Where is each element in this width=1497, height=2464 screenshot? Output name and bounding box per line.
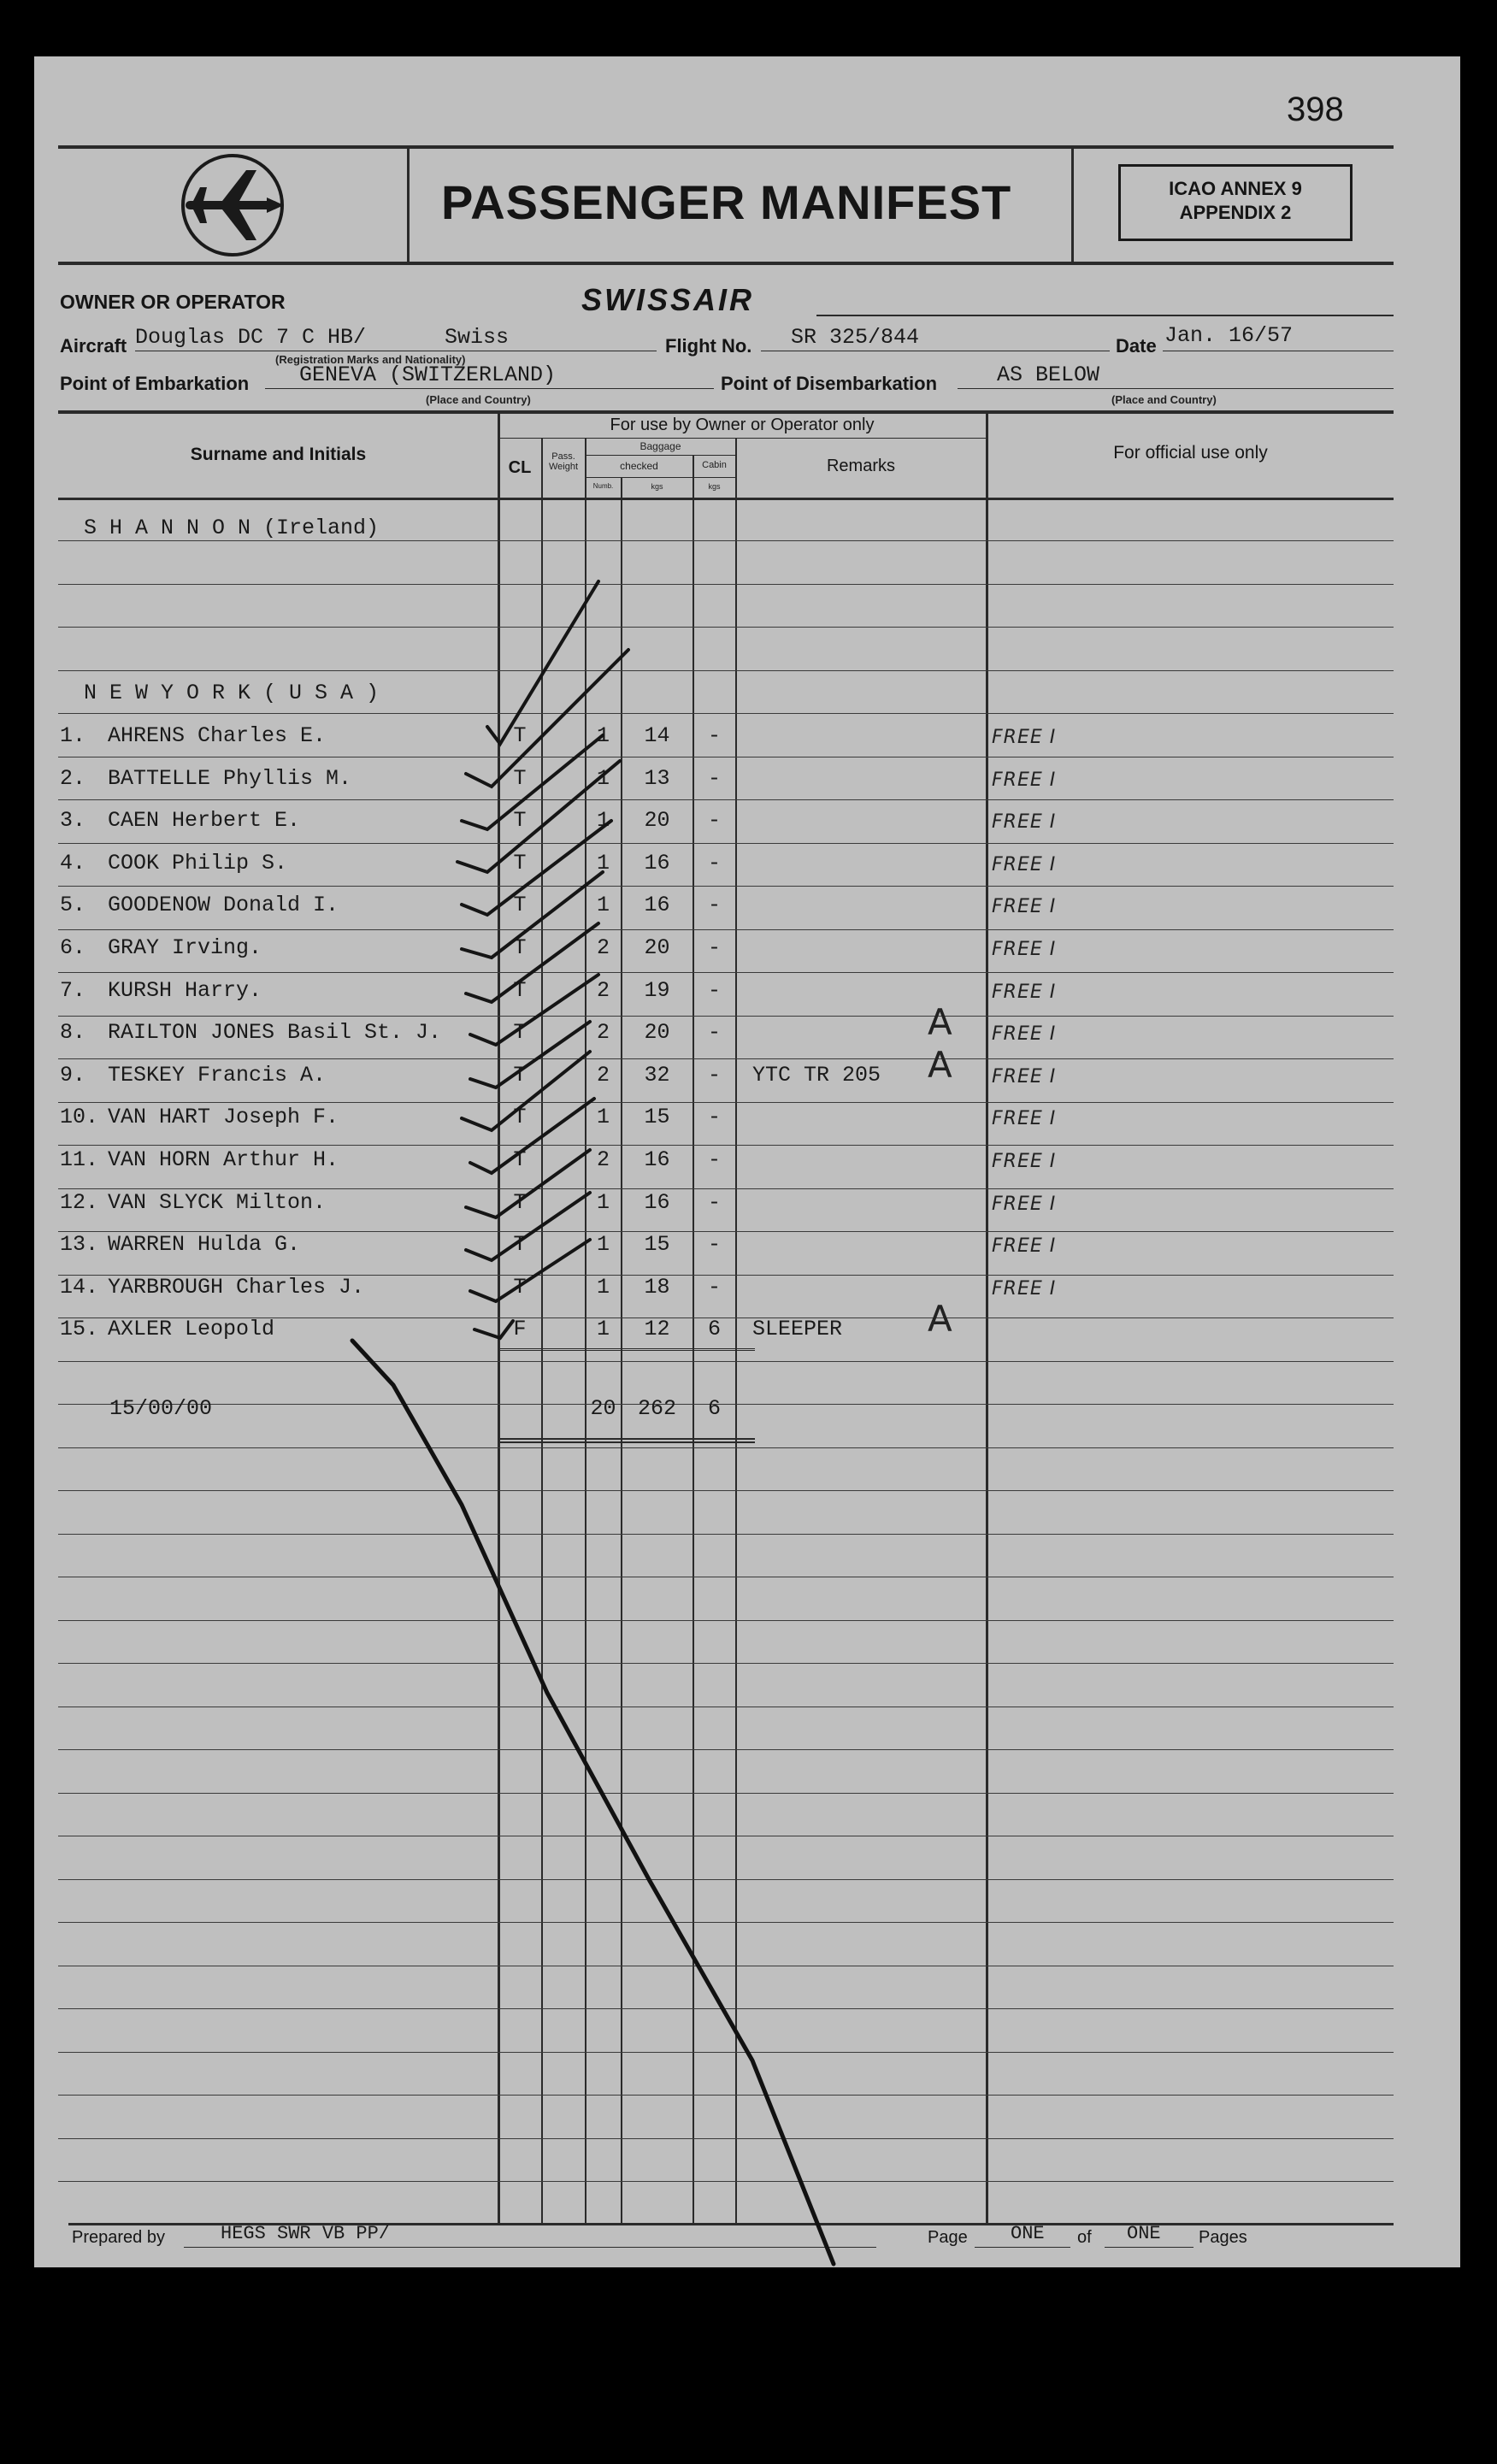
passenger-numb: 2 <box>596 1063 610 1088</box>
passenger-numb: 1 <box>596 1275 610 1300</box>
passenger-name: CAEN Herbert E. <box>108 808 301 833</box>
passenger-number: 13. <box>60 1232 99 1257</box>
passenger-name: GOODENOW Donald I. <box>108 893 339 917</box>
aircraft-label: Aircraft <box>60 335 127 357</box>
passenger-number: 10. <box>60 1105 99 1129</box>
ruled-line <box>58 1793 1394 1794</box>
prepared-label: Prepared by <box>72 2228 165 2247</box>
ruled-line <box>58 843 1394 844</box>
passenger-remarks: YTC TR 205 <box>752 1063 881 1088</box>
passenger-cl: T <box>513 1020 527 1045</box>
passenger-cabin: - <box>707 808 721 833</box>
page-label: Page <box>928 2228 968 2247</box>
passenger-cabin: - <box>707 978 721 1003</box>
ruled-line <box>58 1188 1394 1189</box>
pages-label: Pages <box>1199 2228 1247 2247</box>
passenger-cl: T <box>513 1063 527 1088</box>
passenger-cl: T <box>513 1190 527 1215</box>
passenger-name: TESKEY Francis A. <box>108 1063 327 1088</box>
passenger-official: FREE I <box>992 896 1057 917</box>
passenger-numb: 1 <box>596 766 610 791</box>
passenger-cl: T <box>513 766 527 791</box>
ruled-line <box>58 1447 1394 1448</box>
passenger-name: VAN HORN Arthur H. <box>108 1147 339 1172</box>
passenger-numb: 1 <box>596 893 610 917</box>
passenger-number: 11. <box>60 1147 99 1172</box>
passenger-official: FREE I <box>992 981 1057 1003</box>
disembarkation-sublabel: (Place and Country) <box>1111 393 1217 406</box>
passenger-number: 3. <box>60 808 86 833</box>
of-value: ONE <box>1127 2223 1161 2244</box>
manifest-title: PASSENGER MANIFEST <box>441 175 1012 229</box>
passenger-cl: T <box>513 978 527 1003</box>
aircraft-sublabel: (Registration Marks and Nationality) <box>275 353 466 366</box>
passenger-cabin: - <box>707 1275 721 1300</box>
ruled-line <box>58 2181 1394 2182</box>
passenger-number: 15. <box>60 1317 99 1341</box>
passenger-cabin: - <box>707 935 721 960</box>
col-owner-use: For use by Owner or Operator only <box>610 416 875 434</box>
totals-numb: 20 <box>590 1396 616 1421</box>
passenger-number: 7. <box>60 978 86 1003</box>
disembarkation-label: Point of Disembarkation <box>721 373 938 394</box>
passenger-kgs: 19 <box>644 978 670 1003</box>
passenger-cabin: - <box>707 1147 721 1172</box>
ruled-line <box>58 1145 1394 1146</box>
passenger-official: FREE I <box>992 727 1057 748</box>
passenger-numb: 2 <box>596 1147 610 1172</box>
passenger-cl: T <box>513 1232 527 1257</box>
col-remarks: Remarks <box>826 457 895 475</box>
passenger-kgs: 12 <box>644 1317 670 1341</box>
ruled-line <box>58 584 1394 585</box>
ruled-line <box>58 2138 1394 2139</box>
passenger-official: FREE I <box>992 939 1057 960</box>
passenger-numb: 1 <box>596 808 610 833</box>
passenger-cl: T <box>513 1275 527 1300</box>
aircraft-value: Douglas DC 7 C HB/ <box>135 325 367 350</box>
passenger-remarks: SLEEPER <box>752 1317 843 1341</box>
passenger-kgs: 18 <box>644 1275 670 1300</box>
of-label: of <box>1077 2228 1092 2247</box>
passenger-kgs: 15 <box>644 1105 670 1129</box>
passenger-numb: 2 <box>596 935 610 960</box>
ruled-line <box>58 1058 1394 1059</box>
passenger-official: FREE I <box>992 1235 1057 1257</box>
passenger-cabin: - <box>707 1105 721 1129</box>
passenger-cabin: - <box>707 1232 721 1257</box>
passenger-official: FREE I <box>992 1023 1057 1045</box>
passenger-kgs: 20 <box>644 935 670 960</box>
passenger-cabin: - <box>707 893 721 917</box>
owner-label: OWNER OR OPERATOR <box>60 291 286 313</box>
passenger-official: FREE I <box>992 811 1057 833</box>
passenger-kgs: 16 <box>644 1190 670 1215</box>
passenger-cabin: - <box>707 1190 721 1215</box>
section-heading-new-york: N E W Y O R K ( U S A ) <box>84 681 380 705</box>
passenger-name: COOK Philip S. <box>108 851 288 875</box>
passenger-number: 4. <box>60 851 86 875</box>
ruled-line <box>58 713 1394 714</box>
passenger-name: WARREN Hulda G. <box>108 1232 301 1257</box>
date-label: Date <box>1116 335 1157 357</box>
embarkation-sublabel: (Place and Country) <box>426 393 531 406</box>
col-kgs: kgs <box>651 482 663 491</box>
passenger-numb: 2 <box>596 978 610 1003</box>
totals-cabin: 6 <box>707 1396 721 1421</box>
col-cabin: Cabin <box>702 460 727 470</box>
passenger-kgs: 14 <box>644 723 670 748</box>
col-pass-weight: Pass. Weight <box>548 451 579 472</box>
ruled-line <box>58 2095 1394 2096</box>
totals-label: 15/00/00 <box>109 1396 213 1421</box>
icao-line1: ICAO ANNEX 9 <box>1169 178 1302 199</box>
passenger-cl: T <box>513 1147 527 1172</box>
ruled-line <box>58 1749 1394 1750</box>
passenger-numb: 1 <box>596 851 610 875</box>
passenger-number: 6. <box>60 935 86 960</box>
col-kgs-cabin: kgs <box>708 482 721 491</box>
flight-label: Flight No. <box>665 335 752 357</box>
passenger-cl: T <box>513 808 527 833</box>
passenger-kgs: 20 <box>644 1020 670 1045</box>
totals-double-underline <box>498 1438 755 1443</box>
passenger-cl: T <box>513 851 527 875</box>
col-numb: Numb. <box>592 482 614 490</box>
passenger-cabin: - <box>707 851 721 875</box>
passenger-official: FREE I <box>992 1194 1057 1215</box>
passenger-kgs: 16 <box>644 851 670 875</box>
ruled-line <box>58 1663 1394 1664</box>
col-baggage: Baggage <box>639 440 681 452</box>
col-divider <box>541 438 543 2223</box>
passenger-number: 9. <box>60 1063 86 1088</box>
icao-line2: APPENDIX 2 <box>1179 202 1292 223</box>
passenger-official: FREE I <box>992 769 1057 791</box>
passenger-numb: 1 <box>596 1232 610 1257</box>
passenger-kgs: 16 <box>644 893 670 917</box>
date-value: Jan. 16/57 <box>1164 323 1294 348</box>
passenger-official: FREE I <box>992 1151 1057 1172</box>
passenger-numb: 1 <box>596 1190 610 1215</box>
embarkation-label: Point of Embarkation <box>60 373 250 394</box>
ruled-line <box>58 627 1394 628</box>
ruled-line <box>58 1922 1394 1923</box>
passenger-official: FREE I <box>992 1278 1057 1300</box>
passenger-mark: A <box>928 1298 953 1340</box>
ruled-line <box>58 540 1394 541</box>
ruled-line <box>58 1534 1394 1535</box>
passenger-name: AXLER Leopold <box>108 1317 275 1341</box>
passenger-name: VAN HART Joseph F. <box>108 1105 339 1129</box>
ruled-line <box>58 799 1394 800</box>
ruled-line <box>58 1490 1394 1491</box>
col-surname: Surname and Initials <box>190 445 367 464</box>
passenger-name: KURSH Harry. <box>108 978 262 1003</box>
passenger-cabin: 6 <box>707 1317 721 1341</box>
passenger-numb: 1 <box>596 723 610 748</box>
prepared-value: HEGS SWR VB PP/ <box>221 2223 391 2244</box>
col-divider <box>735 438 737 2223</box>
passenger-cabin: - <box>707 766 721 791</box>
passenger-numb: 2 <box>596 1020 610 1045</box>
section-heading-shannon: S H A N N O N (Ireland) <box>84 516 380 540</box>
ruled-line <box>58 2052 1394 2053</box>
passenger-official: FREE I <box>992 1108 1057 1129</box>
passenger-cabin: - <box>707 1063 721 1088</box>
underline-double <box>498 1348 755 1351</box>
passenger-name: VAN SLYCK Milton. <box>108 1190 327 1215</box>
passenger-numb: 1 <box>596 1317 610 1341</box>
passenger-cl: T <box>513 935 527 960</box>
page-value: ONE <box>1011 2223 1045 2244</box>
passenger-cl: T <box>513 893 527 917</box>
passenger-number: 1. <box>60 723 86 748</box>
passenger-cl: F <box>513 1317 527 1341</box>
passenger-numb: 1 <box>596 1105 610 1129</box>
embarkation-value: GENEVA (SWITZERLAND) <box>299 363 557 387</box>
passenger-kgs: 20 <box>644 808 670 833</box>
col-official: For official use only <box>1113 443 1268 463</box>
passenger-cl: T <box>513 1105 527 1129</box>
passenger-cabin: - <box>707 1020 721 1045</box>
passenger-name: GRAY Irving. <box>108 935 262 960</box>
ruled-line <box>58 1879 1394 1880</box>
ruled-line <box>58 886 1394 887</box>
ruled-line <box>58 1016 1394 1017</box>
ruled-line <box>58 670 1394 671</box>
passenger-number: 5. <box>60 893 86 917</box>
passenger-official: FREE I <box>992 854 1057 875</box>
passenger-kgs: 13 <box>644 766 670 791</box>
aircraft-nationality: Swiss <box>445 325 510 350</box>
ruled-line <box>58 2008 1394 2009</box>
page-number: 398 <box>1287 91 1344 128</box>
passenger-name: AHRENS Charles E. <box>108 723 327 748</box>
flight-value: SR 325/844 <box>791 325 920 350</box>
passenger-name: RAILTON JONES Basil St. J. <box>108 1020 442 1045</box>
ruled-line <box>58 1361 1394 1362</box>
passenger-number: 8. <box>60 1020 86 1045</box>
owner-value: SWISSAIR <box>581 282 755 317</box>
ruled-line <box>58 929 1394 930</box>
passenger-name: YARBROUGH Charles J. <box>108 1275 365 1300</box>
passenger-cl: T <box>513 723 527 748</box>
ruled-line <box>58 1102 1394 1103</box>
passenger-kgs: 16 <box>644 1147 670 1172</box>
ruled-line <box>58 972 1394 973</box>
passenger-kgs: 32 <box>644 1063 670 1088</box>
passenger-number: 12. <box>60 1190 99 1215</box>
passenger-kgs: 15 <box>644 1232 670 1257</box>
passenger-number: 14. <box>60 1275 99 1300</box>
passenger-cabin: - <box>707 723 721 748</box>
passenger-mark: A <box>928 1044 953 1086</box>
disembarkation-value: AS BELOW <box>997 363 1100 387</box>
col-checked: checked <box>620 460 658 472</box>
passenger-official: FREE I <box>992 1066 1057 1088</box>
totals-kgs: 262 <box>637 1396 676 1421</box>
ruled-line <box>58 1620 1394 1621</box>
col-cl: CL <box>508 458 532 477</box>
passenger-number: 2. <box>60 766 86 791</box>
passenger-mark: A <box>928 1001 953 1043</box>
airplane-logo-icon <box>171 150 299 261</box>
passenger-name: BATTELLE Phyllis M. <box>108 766 352 791</box>
